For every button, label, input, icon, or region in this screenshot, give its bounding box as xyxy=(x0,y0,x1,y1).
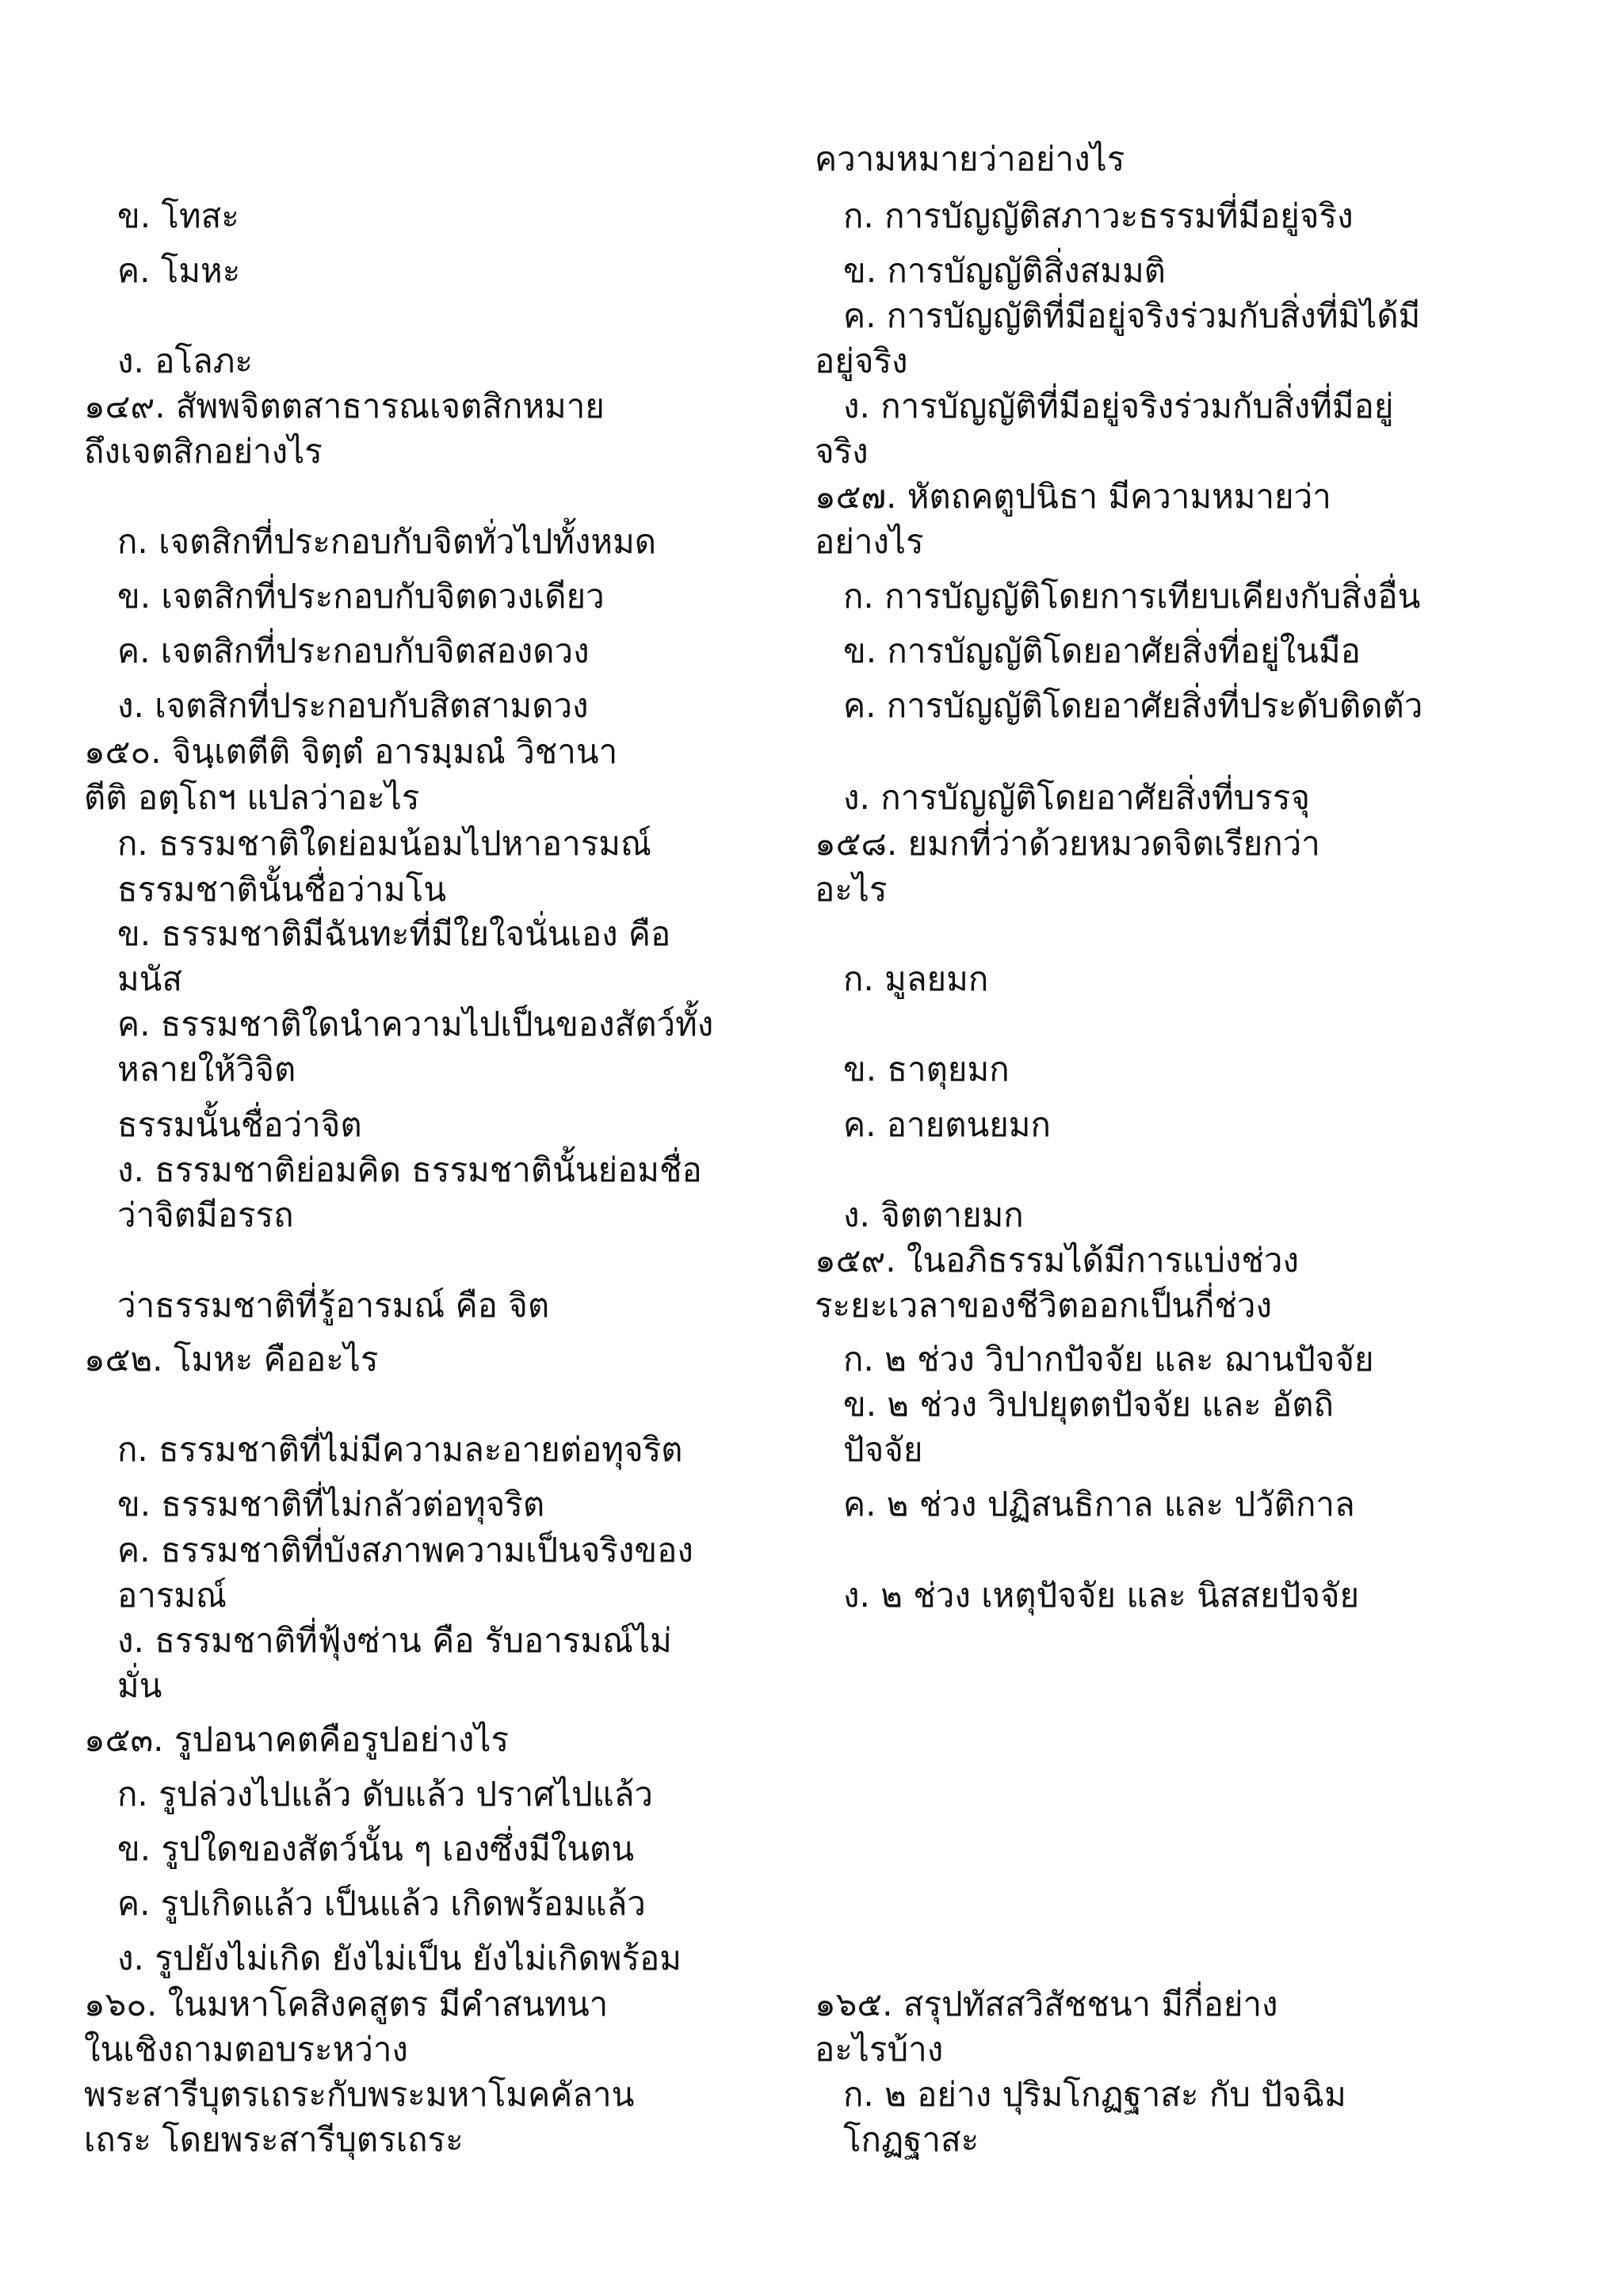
option-line: ก. ธรรมชาติใดย่อมน้อมไปหาอารมณ์ xyxy=(117,824,651,863)
question-159-line: ๑๕๙. ในอภิธรรมได้มีการแบ่งช่วง xyxy=(815,1241,1299,1280)
option-line: ข. รูปใดของสัตว์นั้น ๆ เองซึ่งมีในตน xyxy=(117,1829,635,1868)
option-line: ก. ๒ อย่าง ปุริมโกฏฐาสะ กับ ปัจฉิม xyxy=(843,2075,1346,2114)
option-kho-line: ค. โมหะ xyxy=(117,251,241,290)
option-line: ง. การบัญญัติที่มีอยู่จริงร่วมกับสิ่งที่มีอยู่ xyxy=(843,387,1394,425)
option-line: ง. ธรรมชาติที่ฟุ้งซ่าน คือ รับอารมณ์ไม่ xyxy=(117,1621,672,1660)
option-line: ข. การบัญญัติสิ่งสมมติ xyxy=(843,251,1166,290)
option-line: ข. การบัญญัติโดยอาศัยสิ่งที่อยู่ในมือ xyxy=(843,631,1361,670)
option-ngo-line: ง. อโลภะ xyxy=(117,341,253,380)
option-line: ธรรมชาตินั้นชื่อว่ามโน xyxy=(117,870,447,909)
option-line: ง. ธรรมชาติย่อมคิด ธรรมชาตินั้นย่อมชื่อ xyxy=(117,1150,702,1189)
option-line: ก. เจตสิกที่ประกอบกับจิตทั่วไปทั้งหมด xyxy=(117,522,657,561)
option-line: ง. เจตสิกที่ประกอบกับสิตสามดวง xyxy=(117,686,589,725)
option-line: ง. จิตตายมก xyxy=(843,1196,1024,1234)
option-line: ข. เจตสิกที่ประกอบกับจิตดวงเดียว xyxy=(117,577,605,616)
option-line: ปัจจัย xyxy=(843,1430,923,1469)
option-line: ก. มูลยมก xyxy=(843,959,989,998)
question-159-line: ระยะเวลาของชีวิตออกเป็นกี่ช่วง xyxy=(815,1286,1272,1325)
question-line: ความหมายว่าอย่างไร xyxy=(815,139,1125,178)
option-line: ข. ธรรมชาติที่ไม่กลัวต่อทุจริต xyxy=(117,1485,545,1524)
option-line: มนัส xyxy=(117,959,183,998)
option-line: ค. ธรรมชาติที่บังสภาพความเป็นจริงของ xyxy=(117,1531,693,1569)
option-line: ค. เจตสิกที่ประกอบกับจิตสองดวง xyxy=(117,631,590,670)
option-line: อารมณ์ xyxy=(117,1576,227,1615)
option-line: ข. ธรรมชาติมีฉันทะที่มีใยใจนั่นเอง คือ xyxy=(117,914,671,953)
option-line: มั่น xyxy=(117,1666,162,1705)
option-line: ว่าธรรมชาติที่รู้อารมณ์ คือ จิต xyxy=(117,1286,550,1325)
option-line: ค. ธรรมชาติใดนำความไปเป็นของสัตว์ทั้ง xyxy=(117,1005,714,1043)
question-158-line: อะไร xyxy=(815,870,888,909)
question-149-line: ๑๔๙. สัพพจิตตสาธารณเจตสิกหมาย xyxy=(84,387,605,425)
option-line: ข. ธาตุยมก xyxy=(843,1050,1010,1089)
option-line: ง. ๒ ช่วง เหตุปัจจัย และ นิสสยปัจจัย xyxy=(843,1576,1360,1615)
question-158-line: ๑๕๘. ยมกที่ว่าด้วยหมวดจิตเรียกว่า xyxy=(815,824,1320,863)
option-line: ค. การบัญญัติที่มีอยู่จริงร่วมกับสิ่งที่มิได้มี xyxy=(843,296,1421,335)
question-160-line: ในเชิงถามตอบระหว่าง xyxy=(84,2030,408,2069)
question-157-line: ๑๕๗. หัตถคตูปนิธา มีความหมายว่า xyxy=(815,477,1331,516)
option-line: ธรรมนั้นชื่อว่าจิต xyxy=(117,1105,362,1144)
question-165-line: ๑๖๕. สรุปทัสสวิสัชชนา มีกี่อย่าง xyxy=(815,1985,1278,2023)
option-line: ค. การบัญญัติโดยอาศัยสิ่งที่ประดับติดตัว xyxy=(843,686,1423,725)
option-line: จริง xyxy=(815,432,869,471)
option-line: ง. รูปยังไม่เกิด ยังไม่เป็น ยังไม่เกิดพร้อม xyxy=(117,1939,682,1978)
option-line: ค. อายตนยมก xyxy=(843,1105,1051,1144)
option-line: ว่าจิตมีอรรถ xyxy=(117,1196,294,1234)
option-line: ก. ๒ ช่วง วิปากปัจจัย และ ฌานปัจจัย xyxy=(843,1340,1374,1379)
question-160-line: เถระ โดยพระสารีบุตรเถระ xyxy=(84,2120,464,2159)
question-150-line: ตีติ อตฺโถฯ แปลว่าอะไร xyxy=(84,778,420,817)
question-152-line: ๑๕๒. โมหะ คืออะไร xyxy=(84,1340,379,1379)
option-line: อยู่จริง xyxy=(815,341,908,380)
question-153-line: ๑๕๓. รูปอนาคตคือรูปอย่างไร xyxy=(84,1720,510,1759)
option-line: โกฏฐาสะ xyxy=(843,2120,980,2159)
option-line: ข. ๒ ช่วง วิปปยุตตปัจจัย และ อัตถิ xyxy=(843,1385,1334,1424)
question-160-line: พระสารีบุตรเถระกับพระมหาโมคคัลาน xyxy=(84,2075,635,2114)
option-line: ก. รูปล่วงไปแล้ว ดับแล้ว ปราศไปแล้ว xyxy=(117,1775,654,1814)
question-157-line: อย่างไร xyxy=(815,522,924,561)
question-149-line: ถึงเจตสิกอย่างไร xyxy=(84,432,323,471)
option-line: ค. รูปเกิดแล้ว เป็นแล้ว เกิดพร้อมแล้ว xyxy=(117,1884,646,1923)
option-kho-line: ข. โทสะ xyxy=(117,196,239,235)
option-line: ค. ๒ ช่วง ปฏิสนธิกาล และ ปวัติกาล xyxy=(843,1485,1355,1524)
option-line: ก. การบัญญัติโดยการเทียบเคียงกับสิ่งอื่น xyxy=(843,577,1421,616)
option-line: ง. การบัญญัติโดยอาศัยสิ่งที่บรรจุ xyxy=(843,778,1311,817)
question-165-line: อะไรบ้าง xyxy=(815,2030,944,2069)
option-line: ก. การบัญญัติสภาวะธรรมที่มีอยู่จริง xyxy=(843,196,1354,235)
option-line: หลายให้วิจิต xyxy=(117,1050,296,1089)
option-line: ก. ธรรมชาติที่ไม่มีความละอายต่อทุจริต xyxy=(117,1430,683,1469)
question-150-line: ๑๕๐. จินฺเตตีติ จิตฺตํ อารมฺมณํ วิชานา xyxy=(84,732,618,771)
question-160-line: ๑๖๐. ในมหาโคสิงคสูตร มีคำสนทนา xyxy=(84,1985,609,2023)
